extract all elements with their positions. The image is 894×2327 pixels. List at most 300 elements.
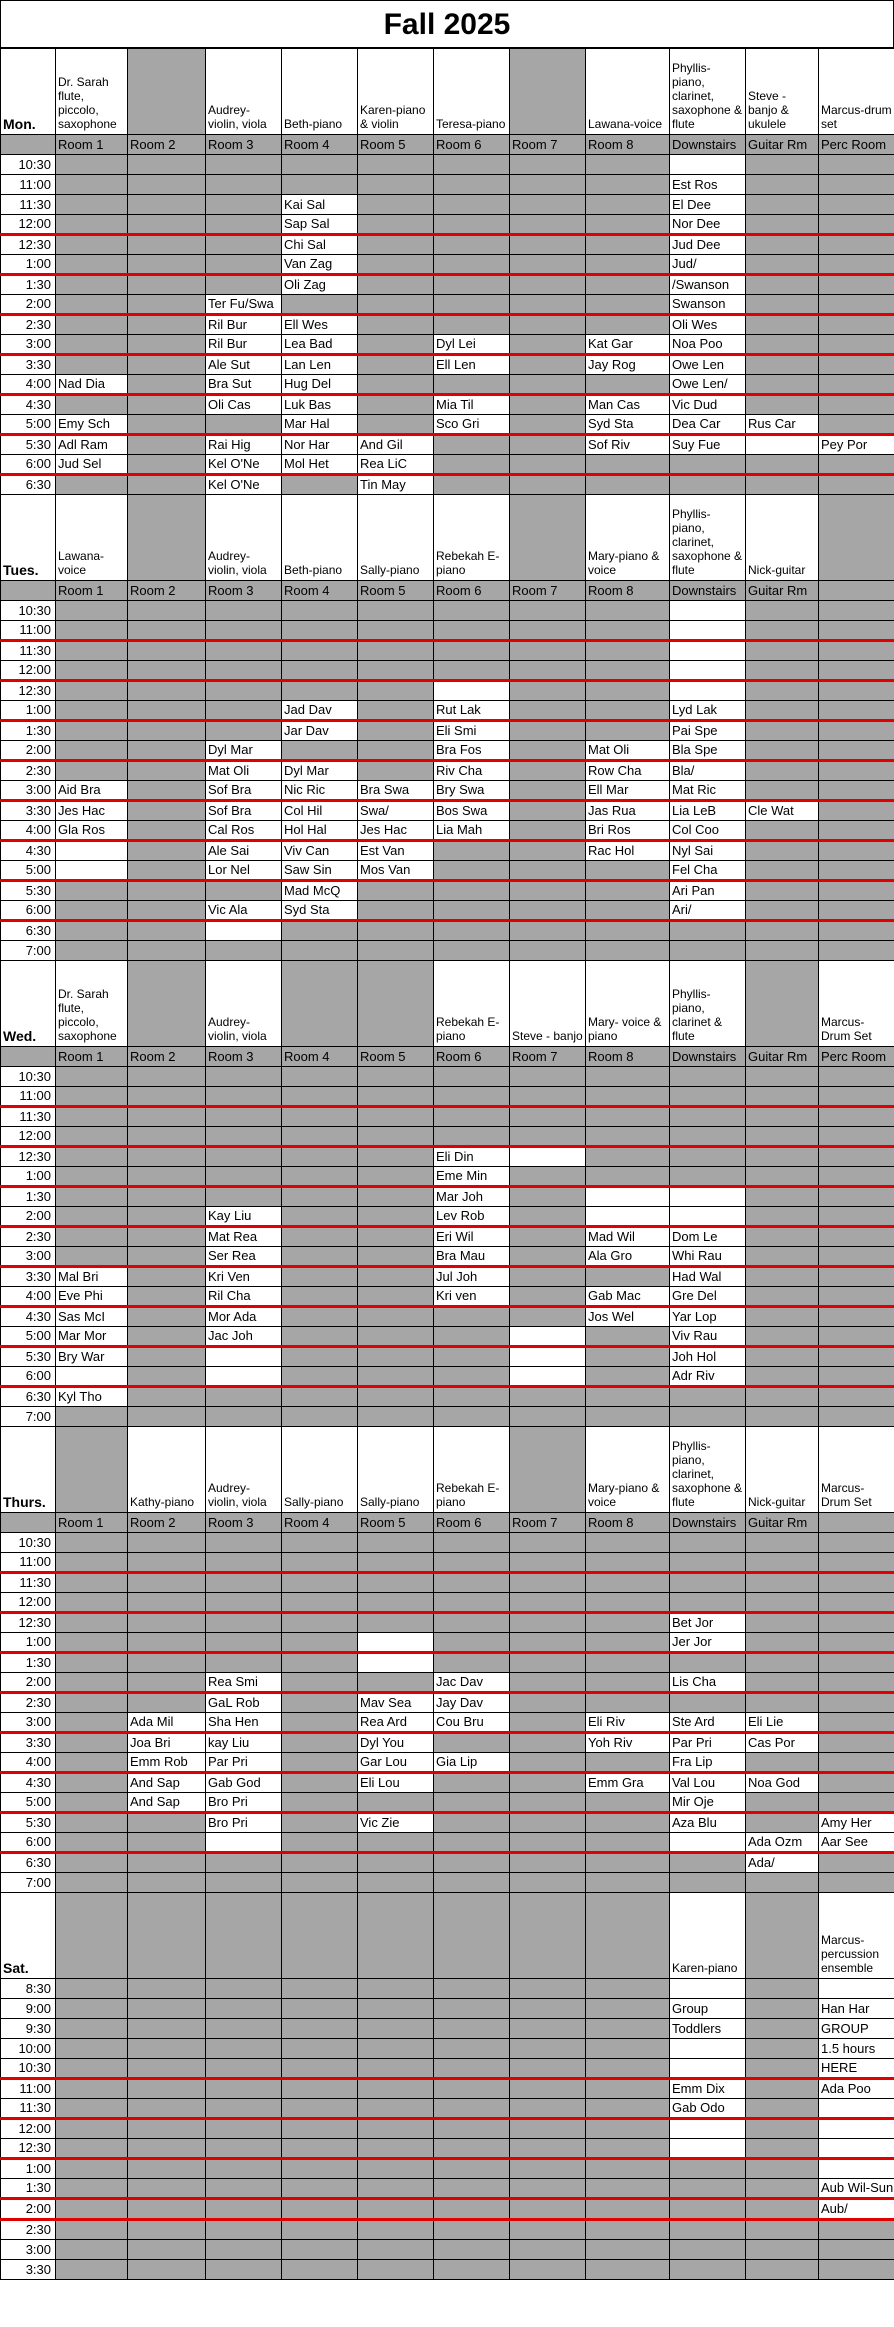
lesson-cell[interactable] [128,621,206,641]
lesson-cell[interactable]: Emy Sch [56,415,128,435]
lesson-cell[interactable]: Group [670,1999,746,2019]
lesson-cell[interactable] [56,881,128,901]
lesson-cell[interactable] [434,455,510,475]
lesson-cell[interactable] [586,2099,670,2119]
lesson-cell[interactable] [206,1999,282,2019]
lesson-cell[interactable]: Sas McI [56,1307,128,1327]
lesson-cell[interactable] [746,1367,819,1387]
lesson-cell[interactable] [434,1833,510,1853]
lesson-cell[interactable] [56,1753,128,1773]
lesson-cell[interactable] [128,1407,206,1427]
lesson-cell[interactable] [819,921,894,941]
lesson-cell[interactable] [56,275,128,295]
lesson-cell[interactable] [206,175,282,195]
lesson-cell[interactable] [510,801,586,821]
lesson-cell[interactable] [746,1999,819,2019]
lesson-cell[interactable] [206,1167,282,1187]
lesson-cell[interactable] [358,1247,434,1267]
lesson-cell[interactable] [819,941,894,961]
lesson-cell[interactable] [358,1067,434,1087]
lesson-cell[interactable] [510,1979,586,1999]
lesson-cell[interactable] [746,375,819,395]
lesson-cell[interactable] [586,2059,670,2079]
lesson-cell[interactable] [510,941,586,961]
lesson-cell[interactable] [819,781,894,801]
lesson-cell[interactable] [56,1553,128,1573]
lesson-cell[interactable] [56,2179,128,2199]
lesson-cell[interactable] [434,1107,510,1127]
lesson-cell[interactable]: Gla Ros [56,821,128,841]
lesson-cell[interactable] [56,2159,128,2179]
lesson-cell[interactable] [746,275,819,295]
lesson-cell[interactable] [128,2059,206,2079]
lesson-cell[interactable] [819,1613,894,1633]
lesson-cell[interactable] [282,2039,358,2059]
lesson-cell[interactable]: Vic Dud [670,395,746,415]
lesson-cell[interactable] [434,1067,510,1087]
lesson-cell[interactable] [206,2199,282,2220]
lesson-cell[interactable]: Yoh Riv [586,1733,670,1753]
lesson-cell[interactable]: Bri Ros [586,821,670,841]
lesson-cell[interactable] [510,1693,586,1713]
lesson-cell[interactable] [510,195,586,215]
lesson-cell[interactable] [746,2139,819,2159]
lesson-cell[interactable] [510,155,586,175]
lesson-cell[interactable] [670,1833,746,1853]
lesson-cell[interactable] [510,661,586,681]
lesson-cell[interactable] [358,2039,434,2059]
lesson-cell[interactable] [282,2059,358,2079]
lesson-cell[interactable] [358,2059,434,2079]
lesson-cell[interactable]: Eli Riv [586,1713,670,1733]
lesson-cell[interactable] [670,641,746,661]
lesson-cell[interactable] [128,1087,206,1107]
lesson-cell[interactable] [819,701,894,721]
lesson-cell[interactable] [128,1387,206,1407]
lesson-cell[interactable] [434,901,510,921]
lesson-cell[interactable] [586,215,670,235]
lesson-cell[interactable]: Dyl Lei [434,335,510,355]
lesson-cell[interactable] [206,2260,282,2280]
lesson-cell[interactable]: Lor Nel [206,861,282,881]
lesson-cell[interactable] [746,1753,819,1773]
lesson-cell[interactable] [56,1227,128,1247]
lesson-cell[interactable] [128,1307,206,1327]
lesson-cell[interactable] [282,1327,358,1347]
lesson-cell[interactable] [819,335,894,355]
lesson-cell[interactable] [206,215,282,235]
lesson-cell[interactable] [746,1147,819,1167]
lesson-cell[interactable]: HERE [819,2059,894,2079]
lesson-cell[interactable] [670,2260,746,2280]
lesson-cell[interactable] [56,641,128,661]
lesson-cell[interactable] [56,215,128,235]
lesson-cell[interactable]: Jer Jor [670,1633,746,1653]
lesson-cell[interactable] [128,1873,206,1893]
lesson-cell[interactable]: Rac Hol [586,841,670,861]
lesson-cell[interactable] [510,2039,586,2059]
lesson-cell[interactable]: Gar Lou [358,1753,434,1773]
lesson-cell[interactable] [128,881,206,901]
lesson-cell[interactable]: Kri ven [434,1287,510,1307]
lesson-cell[interactable] [206,1533,282,1553]
lesson-cell[interactable] [819,235,894,255]
lesson-cell[interactable] [586,275,670,295]
lesson-cell[interactable] [819,295,894,315]
lesson-cell[interactable] [358,1367,434,1387]
lesson-cell[interactable]: Ale Sai [206,841,282,861]
lesson-cell[interactable] [56,1573,128,1593]
lesson-cell[interactable] [586,1593,670,1613]
lesson-cell[interactable] [510,1227,586,1247]
lesson-cell[interactable] [358,2199,434,2220]
lesson-cell[interactable]: Gab Odo [670,2099,746,2119]
lesson-cell[interactable]: Adr Riv [670,1367,746,1387]
lesson-cell[interactable] [358,2240,434,2260]
lesson-cell[interactable] [434,2179,510,2199]
lesson-cell[interactable] [819,841,894,861]
lesson-cell[interactable] [56,175,128,195]
lesson-cell[interactable]: Ril Bur [206,315,282,335]
lesson-cell[interactable] [746,1247,819,1267]
lesson-cell[interactable] [358,1327,434,1347]
lesson-cell[interactable]: Ell Len [434,355,510,375]
lesson-cell[interactable] [819,415,894,435]
lesson-cell[interactable] [586,861,670,881]
lesson-cell[interactable]: Mal Bri [56,1267,128,1287]
lesson-cell[interactable]: Eli Lie [746,1713,819,1733]
lesson-cell[interactable] [586,1127,670,1147]
lesson-cell[interactable] [128,1227,206,1247]
lesson-cell[interactable] [746,1693,819,1713]
lesson-cell[interactable] [510,1127,586,1147]
lesson-cell[interactable] [746,781,819,801]
lesson-cell[interactable] [510,1247,586,1267]
lesson-cell[interactable] [128,761,206,781]
lesson-cell[interactable] [510,1327,586,1347]
lesson-cell[interactable] [358,881,434,901]
lesson-cell[interactable] [56,395,128,415]
lesson-cell[interactable] [358,2260,434,2280]
lesson-cell[interactable] [819,275,894,295]
lesson-cell[interactable]: Bos Swa [434,801,510,821]
lesson-cell[interactable] [586,901,670,921]
lesson-cell[interactable] [282,155,358,175]
lesson-cell[interactable]: Joa Bri [128,1733,206,1753]
lesson-cell[interactable] [746,701,819,721]
lesson-cell[interactable] [56,1673,128,1693]
lesson-cell[interactable] [670,155,746,175]
lesson-cell[interactable] [56,295,128,315]
lesson-cell[interactable] [670,1693,746,1713]
lesson-cell[interactable] [510,841,586,861]
lesson-cell[interactable] [434,2119,510,2139]
lesson-cell[interactable]: Rea LiC [358,455,434,475]
lesson-cell[interactable]: Ada/ [746,1853,819,1873]
lesson-cell[interactable]: Rai Hig [206,435,282,455]
lesson-cell[interactable] [819,455,894,475]
lesson-cell[interactable] [358,375,434,395]
lesson-cell[interactable]: Mar Hal [282,415,358,435]
lesson-cell[interactable] [206,641,282,661]
lesson-cell[interactable] [434,921,510,941]
lesson-cell[interactable] [56,2019,128,2039]
lesson-cell[interactable]: Ada Ozm [746,1833,819,1853]
lesson-cell[interactable] [56,1207,128,1227]
lesson-cell[interactable] [746,2159,819,2179]
lesson-cell[interactable] [434,681,510,701]
lesson-cell[interactable] [746,195,819,215]
lesson-cell[interactable] [358,661,434,681]
lesson-cell[interactable] [510,1833,586,1853]
lesson-cell[interactable] [510,1147,586,1167]
lesson-cell[interactable] [206,1573,282,1593]
lesson-cell[interactable]: Oli Zag [282,275,358,295]
lesson-cell[interactable] [282,1407,358,1427]
lesson-cell[interactable] [819,1087,894,1107]
lesson-cell[interactable] [206,1853,282,1873]
lesson-cell[interactable] [670,1593,746,1613]
lesson-cell[interactable] [670,1573,746,1593]
lesson-cell[interactable] [819,315,894,335]
lesson-cell[interactable]: Est Ros [670,175,746,195]
lesson-cell[interactable] [819,1127,894,1147]
lesson-cell[interactable]: Gab Mac [586,1287,670,1307]
lesson-cell[interactable] [510,721,586,741]
lesson-cell[interactable] [746,315,819,335]
lesson-cell[interactable]: Mar Joh [434,1187,510,1207]
lesson-cell[interactable]: Jay Rog [586,355,670,375]
lesson-cell[interactable] [128,475,206,495]
lesson-cell[interactable] [510,1533,586,1553]
lesson-cell[interactable] [206,621,282,641]
lesson-cell[interactable] [434,661,510,681]
lesson-cell[interactable]: Kai Sal [282,195,358,215]
lesson-cell[interactable] [670,1653,746,1673]
lesson-cell[interactable] [586,1873,670,1893]
lesson-cell[interactable] [819,1593,894,1613]
lesson-cell[interactable]: Syd Sta [586,415,670,435]
lesson-cell[interactable] [746,1107,819,1127]
lesson-cell[interactable]: Viv Can [282,841,358,861]
lesson-cell[interactable] [586,315,670,335]
lesson-cell[interactable]: Pey Por [819,435,894,455]
lesson-cell[interactable] [819,2260,894,2280]
lesson-cell[interactable] [434,601,510,621]
lesson-cell[interactable]: Sap Sal [282,215,358,235]
lesson-cell[interactable] [358,2179,434,2199]
lesson-cell[interactable] [128,1287,206,1307]
lesson-cell[interactable] [206,1127,282,1147]
lesson-cell[interactable] [56,1533,128,1553]
lesson-cell[interactable] [128,195,206,215]
lesson-cell[interactable] [819,801,894,821]
lesson-cell[interactable]: Mat Oli [586,741,670,761]
lesson-cell[interactable] [282,1107,358,1127]
lesson-cell[interactable] [282,1853,358,1873]
lesson-cell[interactable] [282,1247,358,1267]
lesson-cell[interactable] [586,1979,670,1999]
lesson-cell[interactable] [510,335,586,355]
lesson-cell[interactable] [670,1533,746,1553]
lesson-cell[interactable] [510,2159,586,2179]
lesson-cell[interactable] [746,1287,819,1307]
lesson-cell[interactable] [586,2119,670,2139]
lesson-cell[interactable] [586,1999,670,2019]
lesson-cell[interactable] [510,1733,586,1753]
lesson-cell[interactable] [819,601,894,621]
lesson-cell[interactable] [746,661,819,681]
lesson-cell[interactable] [56,741,128,761]
lesson-cell[interactable]: Kyl Tho [56,1387,128,1407]
lesson-cell[interactable] [510,2220,586,2240]
lesson-cell[interactable] [128,1673,206,1693]
lesson-cell[interactable]: Lan Len [282,355,358,375]
lesson-cell[interactable] [206,1653,282,1673]
lesson-cell[interactable] [510,1307,586,1327]
lesson-cell[interactable]: Kri Ven [206,1267,282,1287]
lesson-cell[interactable] [358,941,434,961]
lesson-cell[interactable] [56,2139,128,2159]
lesson-cell[interactable] [746,1873,819,1893]
lesson-cell[interactable] [434,1553,510,1573]
lesson-cell[interactable] [746,641,819,661]
lesson-cell[interactable] [128,661,206,681]
lesson-cell[interactable] [510,435,586,455]
lesson-cell[interactable] [670,1127,746,1147]
lesson-cell[interactable] [282,1167,358,1187]
lesson-cell[interactable] [358,761,434,781]
lesson-cell[interactable] [434,435,510,455]
lesson-cell[interactable] [358,2079,434,2099]
lesson-cell[interactable] [586,1147,670,1167]
lesson-cell[interactable] [434,1327,510,1347]
lesson-cell[interactable] [56,841,128,861]
lesson-cell[interactable]: GROUP [819,2019,894,2039]
lesson-cell[interactable]: Vic Zie [358,1813,434,1833]
lesson-cell[interactable] [358,701,434,721]
lesson-cell[interactable] [206,2159,282,2179]
lesson-cell[interactable] [128,455,206,475]
lesson-cell[interactable] [56,701,128,721]
lesson-cell[interactable] [282,1267,358,1287]
lesson-cell[interactable]: Cou Bru [434,1713,510,1733]
lesson-cell[interactable]: Ter Fu/Swa [206,295,282,315]
lesson-cell[interactable]: Mor Ada [206,1307,282,1327]
lesson-cell[interactable] [282,1633,358,1653]
lesson-cell[interactable] [746,295,819,315]
lesson-cell[interactable] [746,761,819,781]
lesson-cell[interactable] [819,1307,894,1327]
lesson-cell[interactable] [510,295,586,315]
lesson-cell[interactable] [128,2240,206,2260]
lesson-cell[interactable] [434,1573,510,1593]
lesson-cell[interactable] [206,1633,282,1653]
lesson-cell[interactable] [586,1187,670,1207]
lesson-cell[interactable]: Swa/ [358,801,434,821]
lesson-cell[interactable] [358,741,434,761]
lesson-cell[interactable] [586,881,670,901]
lesson-cell[interactable] [358,1999,434,2019]
lesson-cell[interactable] [128,415,206,435]
lesson-cell[interactable] [128,1367,206,1387]
lesson-cell[interactable] [819,1773,894,1793]
lesson-cell[interactable] [282,2240,358,2260]
lesson-cell[interactable]: Ell Wes [282,315,358,335]
lesson-cell[interactable] [434,621,510,641]
lesson-cell[interactable] [434,1633,510,1653]
lesson-cell[interactable] [586,2179,670,2199]
lesson-cell[interactable] [56,315,128,335]
lesson-cell[interactable] [670,1067,746,1087]
lesson-cell[interactable] [819,1653,894,1673]
lesson-cell[interactable] [434,1593,510,1613]
lesson-cell[interactable] [128,355,206,375]
lesson-cell[interactable] [206,1387,282,1407]
lesson-cell[interactable] [670,1107,746,1127]
lesson-cell[interactable] [586,1267,670,1287]
lesson-cell[interactable]: Jes Hac [358,821,434,841]
lesson-cell[interactable] [434,1533,510,1553]
lesson-cell[interactable] [819,1247,894,1267]
lesson-cell[interactable] [358,295,434,315]
lesson-cell[interactable]: Mat Oli [206,761,282,781]
lesson-cell[interactable] [510,2079,586,2099]
lesson-cell[interactable] [56,335,128,355]
lesson-cell[interactable] [434,2260,510,2280]
lesson-cell[interactable] [746,215,819,235]
lesson-cell[interactable] [746,435,819,455]
lesson-cell[interactable] [206,601,282,621]
lesson-cell[interactable] [282,1613,358,1633]
lesson-cell[interactable] [434,1873,510,1893]
lesson-cell[interactable] [128,435,206,455]
lesson-cell[interactable] [56,681,128,701]
lesson-cell[interactable] [819,255,894,275]
lesson-cell[interactable] [819,215,894,235]
lesson-cell[interactable] [206,1833,282,1853]
lesson-cell[interactable] [56,2059,128,2079]
lesson-cell[interactable] [819,1553,894,1573]
lesson-cell[interactable] [670,2199,746,2220]
lesson-cell[interactable] [586,1673,670,1693]
lesson-cell[interactable] [358,1147,434,1167]
lesson-cell[interactable] [510,1653,586,1673]
lesson-cell[interactable]: Saw Sin [282,861,358,881]
lesson-cell[interactable] [819,2220,894,2240]
lesson-cell[interactable]: Lis Cha [670,1673,746,1693]
lesson-cell[interactable] [510,2260,586,2280]
lesson-cell[interactable] [56,2099,128,2119]
lesson-cell[interactable] [586,1347,670,1367]
lesson-cell[interactable]: Gia Lip [434,1753,510,1773]
lesson-cell[interactable] [434,315,510,335]
lesson-cell[interactable] [282,1713,358,1733]
lesson-cell[interactable] [586,295,670,315]
lesson-cell[interactable] [358,1227,434,1247]
lesson-cell[interactable] [206,1407,282,1427]
lesson-cell[interactable] [282,1367,358,1387]
lesson-cell[interactable] [746,1307,819,1327]
lesson-cell[interactable] [510,761,586,781]
lesson-cell[interactable] [358,1127,434,1147]
lesson-cell[interactable]: Had Wal [670,1267,746,1287]
lesson-cell[interactable] [670,2159,746,2179]
lesson-cell[interactable] [358,1207,434,1227]
lesson-cell[interactable] [586,2019,670,2039]
lesson-cell[interactable] [282,1999,358,2019]
lesson-cell[interactable] [434,1979,510,1999]
